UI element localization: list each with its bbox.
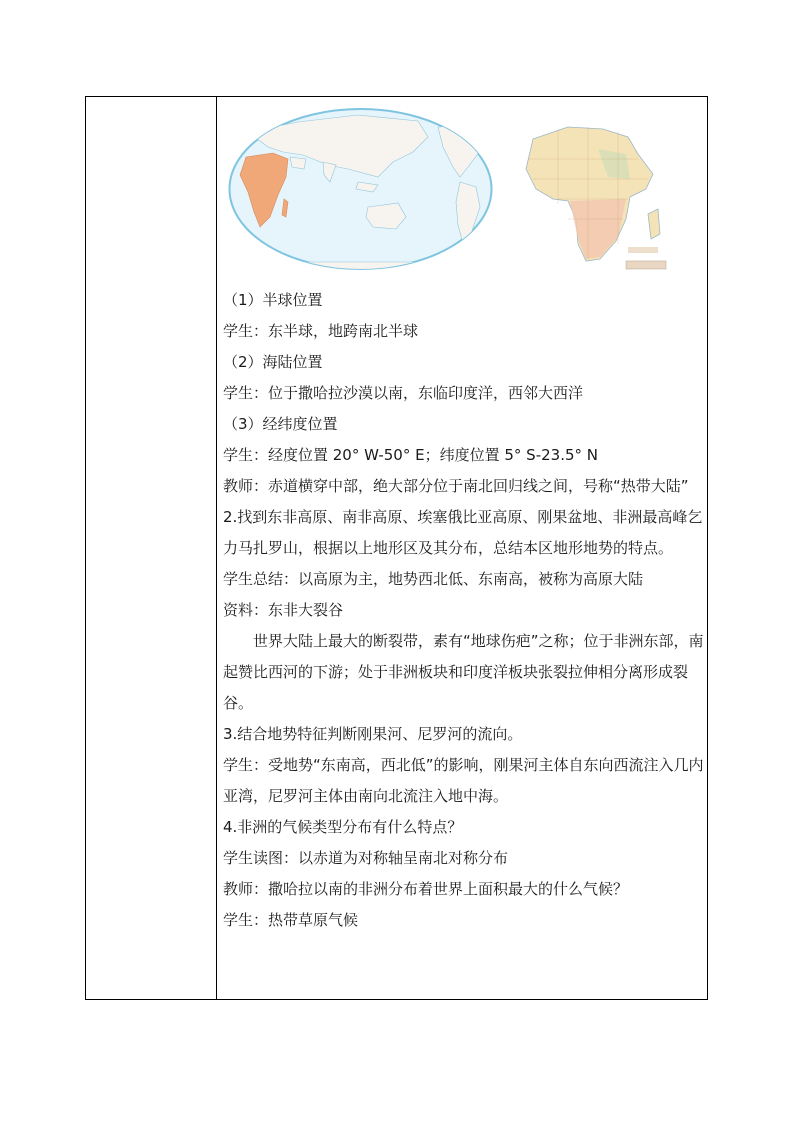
lesson-text: [223, 285, 707, 936]
summary-2: 学生总结：以高原为主，地势西北低、东南高，被称为高原大陆: [223, 570, 644, 588]
hemisphere-label: （1）半球位置: [223, 291, 323, 309]
answer-3: 学生：受地势“东南高，西北低”的影响，刚果河主体自东向西流注入几内亚湾，尼罗河主体由南向北流注入地中海。: [223, 756, 704, 805]
answer-4b: 学生：热带草原气候: [223, 911, 359, 929]
sea-land-answer: 学生：位于撒哈拉沙漠以南，东临印度洋，西邻大西洋: [223, 384, 584, 402]
sea-land-label: （2）海陆位置: [223, 353, 323, 371]
maps-area: [223, 97, 703, 285]
answer-4: 学生读图：以赤道为对称轴呈南北对称分布: [223, 849, 509, 867]
africa-map-image: [508, 119, 673, 274]
question-2: 2.找到东非高原、南非高原、埃塞俄比亚高原、刚果盆地、非洲最高峰乞力马扎罗山，根据以上地形区及其分布，总结本区地形地势的特点。: [223, 508, 703, 557]
column-divider: [216, 97, 217, 999]
material-body: 世界大陆上最大的断裂带，素有“地球伤疤”之称；位于非洲东部，南起赞比西河的下游；处于非洲板块和印度洋板块张裂拉伸相分离形成裂谷。: [223, 632, 704, 712]
question-3: 3.结合地势特征判断刚果河、尼罗河的流向。: [223, 725, 523, 743]
teacher-equator: 教师：赤道横穿中部，绝大部分位于南北回归线之间，号称“热带大陆”: [223, 477, 689, 495]
lesson-table: [85, 96, 708, 1000]
material-title: 资料：东非大裂谷: [223, 601, 344, 619]
world-map-image: [228, 107, 493, 271]
question-4: 4.非洲的气候类型分布有什么特点？: [223, 818, 463, 836]
teacher-4: 教师：撒哈拉以南的非洲分布着世界上面积最大的什么气候？: [223, 880, 629, 898]
latlon-answer: 学生：经度位置 20° W-50° E；纬度位置 5° S-23.5° N: [223, 446, 598, 464]
latlon-label: （3）经纬度位置: [223, 415, 338, 433]
hemisphere-answer: 学生：东半球，地跨南北半球: [223, 322, 419, 340]
